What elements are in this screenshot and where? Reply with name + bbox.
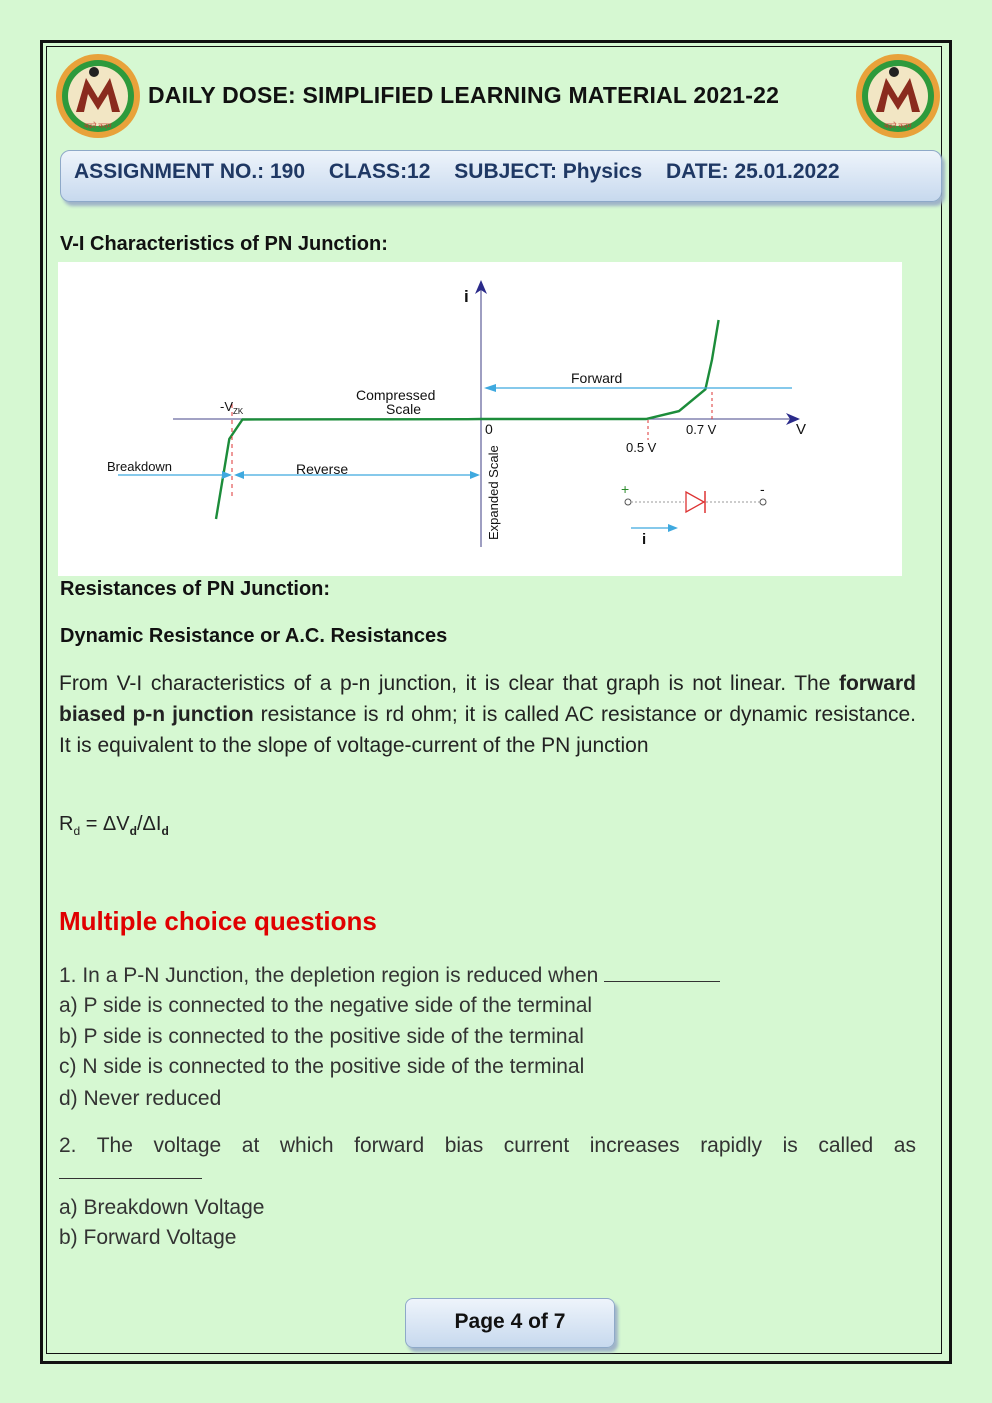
question-1-option-a: a) P side is connected to the negative side of the terminal [59,994,593,1017]
dynamic-resistance-heading: Dynamic Resistance or A.C. Resistances [60,625,448,647]
svg-text:बढ़ते कदम: बढ़ते कदम [84,122,112,130]
assignment-info [74,160,858,184]
reverse-arrow-right-icon [470,471,480,479]
reverse-curve [216,419,481,519]
expanded-scale-label: Expanded Scale [486,445,501,540]
breakdown-label: Breakdown [107,459,173,474]
dynamic-resistance-paragraph: From V-I characteristics of a p-n junction, it is clear that graph is not linear. The forward biased p-n junction resistance is rd ohm; it is called AC resistance or dynamic resistance. It is equivalent to the slope of voltage-current of the PN junction [59,672,917,757]
cathode-terminal [760,499,766,505]
anode-terminal [625,499,631,505]
reverse-arrow-left-icon [234,471,244,479]
diode-triangle-icon [686,492,704,512]
svg-text:बढ़ते कदम: बढ़ते कदम [884,122,912,130]
diode-current-label: i [642,531,647,548]
page-title: DAILY DOSE: SIMPLIFIED LEARNING MATERIAL 2021-22 [148,82,780,108]
resistances-heading: Resistances of PN Junction: [60,578,331,600]
voltage-axis-label: V [796,421,807,438]
mcq-title: Multiple choice questions [59,906,377,936]
school-logo-right [854,52,942,140]
forward-arrow-icon [484,384,496,392]
current-axis-label: i [464,287,469,306]
answer-blank [59,1160,202,1179]
question-1-option-d: d) Never reduced [59,1087,222,1110]
question-1-option-c: c) N side is connected to the positive side of the terminal [59,1055,585,1078]
knee-voltage-label: 0.7 V [686,422,717,437]
minus-sign: - [760,481,765,497]
question-2-blank-row [59,1160,916,1185]
plus-sign: + [621,481,630,497]
assignment-date: DATE: 25.01.2022 [666,160,840,183]
vi-characteristics-heading: V-I Characteristics of PN Junction: [60,233,388,255]
question-1-option-b: b) P side is connected to the positive side of the terminal [59,1025,584,1048]
question-2-option-a: a) Breakdown Voltage [59,1196,265,1219]
knee-start-label: 0.5 V [626,440,657,455]
diode-current-arrow-icon [668,524,678,532]
assignment-subject: SUBJECT: Physics [454,160,643,183]
page-number-badge: Page 4 of 7 [405,1298,615,1348]
assignment-class: CLASS:12 [328,160,431,183]
question-2-option-b: b) Forward Voltage [59,1226,237,1249]
reverse-label: Reverse [296,461,349,477]
school-logo-left [54,52,142,140]
answer-blank [604,963,720,982]
forward-label: Forward [571,370,623,386]
assignment-number: ASSIGNMENT NO.: 190 [74,160,306,183]
compressed-scale-label-1: Compressed [356,387,436,403]
vi-characteristics-chart [58,262,902,576]
question-2: 2. The voltage at which forward bias current increases rapidly is called as [59,1134,916,1157]
compressed-scale-label-2: Scale [386,401,422,417]
question-1: 1. In a P-N Junction, the depletion region is reduced when [59,963,916,988]
origin-label: 0 [485,421,493,437]
dynamic-resistance-formula: $R_d = \Delta V_d/\Delta I_d$ [59,813,169,838]
breakdown-arrow-icon [222,471,232,479]
vzk-label: $-V_{ZK}$ [220,399,244,416]
